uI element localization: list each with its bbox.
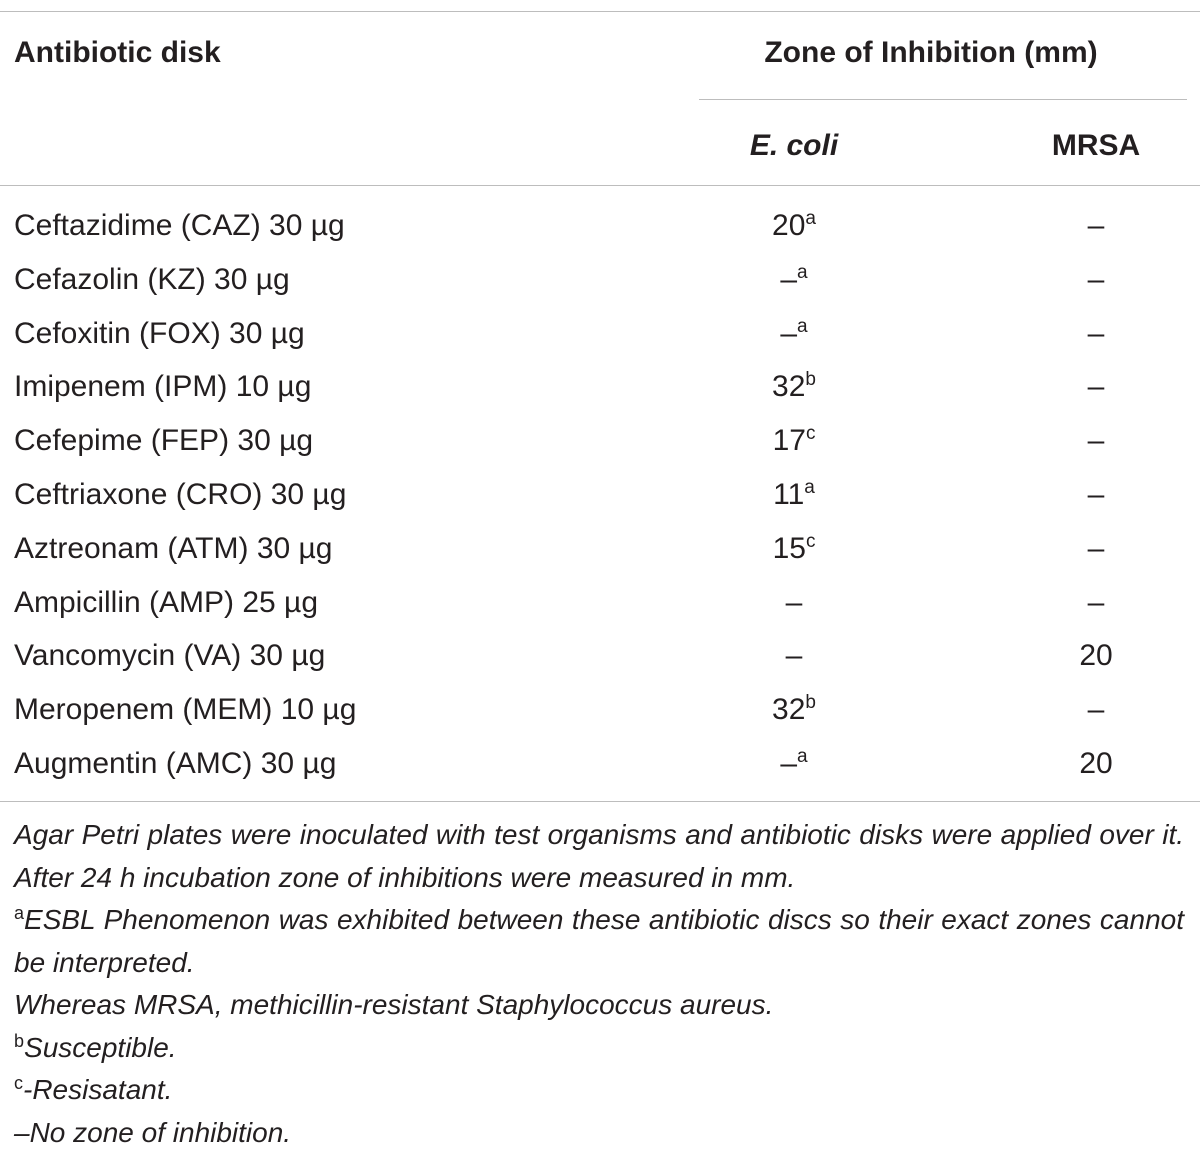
footnote-c	[14, 1069, 1184, 1112]
footnote-b	[14, 1027, 1184, 1070]
ecoli-footnote-marker: c	[805, 423, 816, 445]
antibiotic-name-cell: Cefoxitin (FOX) 30 µg	[14, 316, 305, 350]
ecoli-zone-cell	[694, 311, 894, 357]
ecoli-footnote-marker: a	[805, 208, 816, 229]
footnote-b-text: Susceptible.	[24, 1031, 177, 1063]
table-row	[0, 364, 1200, 418]
antibiotic-name-cell: Ceftriaxone (CRO) 30 µg	[14, 477, 347, 511]
mrsa-zone-value: –	[1087, 477, 1105, 511]
antibiotic-name-cell: Cefazolin (KZ) 30 µg	[14, 262, 290, 296]
antibiotic-name-cell: Aztreonam (ATM) 30 µg	[14, 531, 333, 565]
table-footnotes	[14, 814, 1184, 1154]
ecoli-footnote-marker: a	[797, 261, 808, 283]
footnote-a-marker: a	[14, 903, 25, 923]
table-row	[0, 687, 1200, 741]
header-mrsa: MRSA	[1051, 129, 1141, 162]
footnote-method: Agar Petri plates were inoculated with test organisms and antibiotic disks were applied over it. After 24 h incubation zone of inhibitions were measured in mm.	[14, 819, 1184, 893]
mrsa-zone-cell	[996, 257, 1196, 303]
top-rule	[0, 11, 1200, 12]
antibiotic-name-cell: Meropenem (MEM) 10 µg	[14, 693, 357, 727]
mrsa-zone-value: –	[1087, 262, 1105, 296]
ecoli-zone-cell	[694, 364, 894, 410]
table-row	[0, 472, 1200, 526]
antibiotic-name-cell: Cefepime (FEP) 30 µg	[14, 424, 314, 458]
footnote-dash: –No zone of inhibition.	[14, 1116, 292, 1148]
header-rule	[0, 185, 1200, 186]
table-row	[0, 311, 1200, 365]
ecoli-zone-value: 17	[772, 424, 806, 458]
table-row	[0, 203, 1200, 257]
mrsa-zone-value: –	[1087, 693, 1105, 727]
mrsa-zone-cell	[996, 526, 1196, 572]
ecoli-zone-cell	[694, 203, 894, 249]
mrsa-zone-value: –	[1087, 316, 1105, 350]
mrsa-zone-cell	[996, 580, 1196, 626]
ecoli-footnote-marker: b	[805, 692, 816, 714]
mrsa-zone-cell	[996, 741, 1196, 787]
mrsa-zone-value: –	[1087, 424, 1105, 458]
table-row	[0, 741, 1200, 795]
mrsa-zone-cell	[996, 472, 1196, 518]
ecoli-zone-value: –	[785, 585, 803, 619]
footer-rule	[0, 801, 1200, 802]
antibiotic-name-cell: Ampicillin (AMP) 25 µg	[14, 585, 319, 619]
mrsa-zone-value: 20	[1079, 746, 1113, 780]
antibiotic-name-cell: Ceftazidime (CAZ) 30 µg	[14, 209, 345, 242]
footnote-a-text: ESBL Phenomenon was exhibited between these antibiotic discs so their exact zones cannot be interpreted.	[14, 904, 1184, 978]
mrsa-zone-value: –	[1087, 209, 1105, 242]
ecoli-zone-cell	[694, 633, 894, 679]
footnote-c-text: -Resisatant.	[23, 1074, 173, 1105]
mrsa-zone-cell	[996, 364, 1196, 410]
ecoli-zone-cell	[694, 580, 894, 626]
ecoli-zone-value: 32	[772, 693, 806, 727]
table-row	[0, 526, 1200, 580]
mrsa-zone-cell	[996, 687, 1196, 733]
ecoli-zone-value: 15	[772, 531, 806, 565]
footnote-b-marker: b	[14, 1030, 25, 1051]
mrsa-zone-cell	[996, 311, 1196, 357]
table-row	[0, 418, 1200, 472]
ecoli-zone-value: –	[780, 262, 798, 296]
mrsa-zone-cell	[996, 418, 1196, 464]
ecoli-zone-cell	[694, 687, 894, 733]
header-zone-of-inhibition: Zone of Inhibition (mm)	[764, 36, 1098, 69]
ecoli-zone-cell	[694, 526, 894, 572]
mrsa-zone-value: –	[1087, 585, 1105, 619]
footnote-mrsa-definition: Whereas MRSA, methicillin-resistant Staphylococcus aureus.	[14, 989, 774, 1020]
ecoli-footnote-marker: b	[805, 369, 816, 391]
ecoli-footnote-marker: c	[805, 530, 816, 552]
zone-header-underline	[699, 99, 1187, 100]
ecoli-zone-cell	[694, 741, 894, 787]
ecoli-zone-cell	[694, 472, 894, 518]
ecoli-zone-cell	[694, 257, 894, 303]
ecoli-zone-value: –	[780, 316, 798, 350]
antibiotic-name-cell: Augmentin (AMC) 30 µg	[14, 746, 337, 780]
header-antibiotic-disk: Antibiotic disk	[14, 36, 221, 69]
ecoli-footnote-marker: a	[804, 476, 815, 498]
header-ecoli: E. coli	[749, 129, 839, 162]
table-row	[0, 633, 1200, 687]
mrsa-zone-cell	[996, 203, 1196, 249]
antibiotic-name-cell: Imipenem (IPM) 10 µg	[14, 370, 312, 404]
table-row	[0, 580, 1200, 634]
ecoli-footnote-marker: a	[797, 745, 808, 767]
footnote-c-marker: c	[14, 1073, 23, 1093]
ecoli-zone-value: 20	[772, 209, 806, 242]
mrsa-zone-cell	[996, 633, 1196, 679]
mrsa-zone-value: –	[1087, 370, 1105, 404]
table-body	[0, 203, 1200, 795]
mrsa-zone-value: 20	[1079, 639, 1113, 673]
table-row	[0, 257, 1200, 311]
ecoli-zone-cell	[694, 418, 894, 464]
ecoli-zone-value: 11	[773, 477, 805, 511]
ecoli-zone-value: –	[780, 746, 798, 780]
ecoli-zone-value: –	[785, 639, 803, 673]
ecoli-zone-value: 32	[772, 370, 806, 404]
footnote-a	[14, 899, 1184, 984]
mrsa-zone-value: –	[1087, 531, 1105, 565]
antibiotic-name-cell: Vancomycin (VA) 30 µg	[14, 639, 326, 673]
ecoli-footnote-marker: a	[797, 315, 808, 337]
